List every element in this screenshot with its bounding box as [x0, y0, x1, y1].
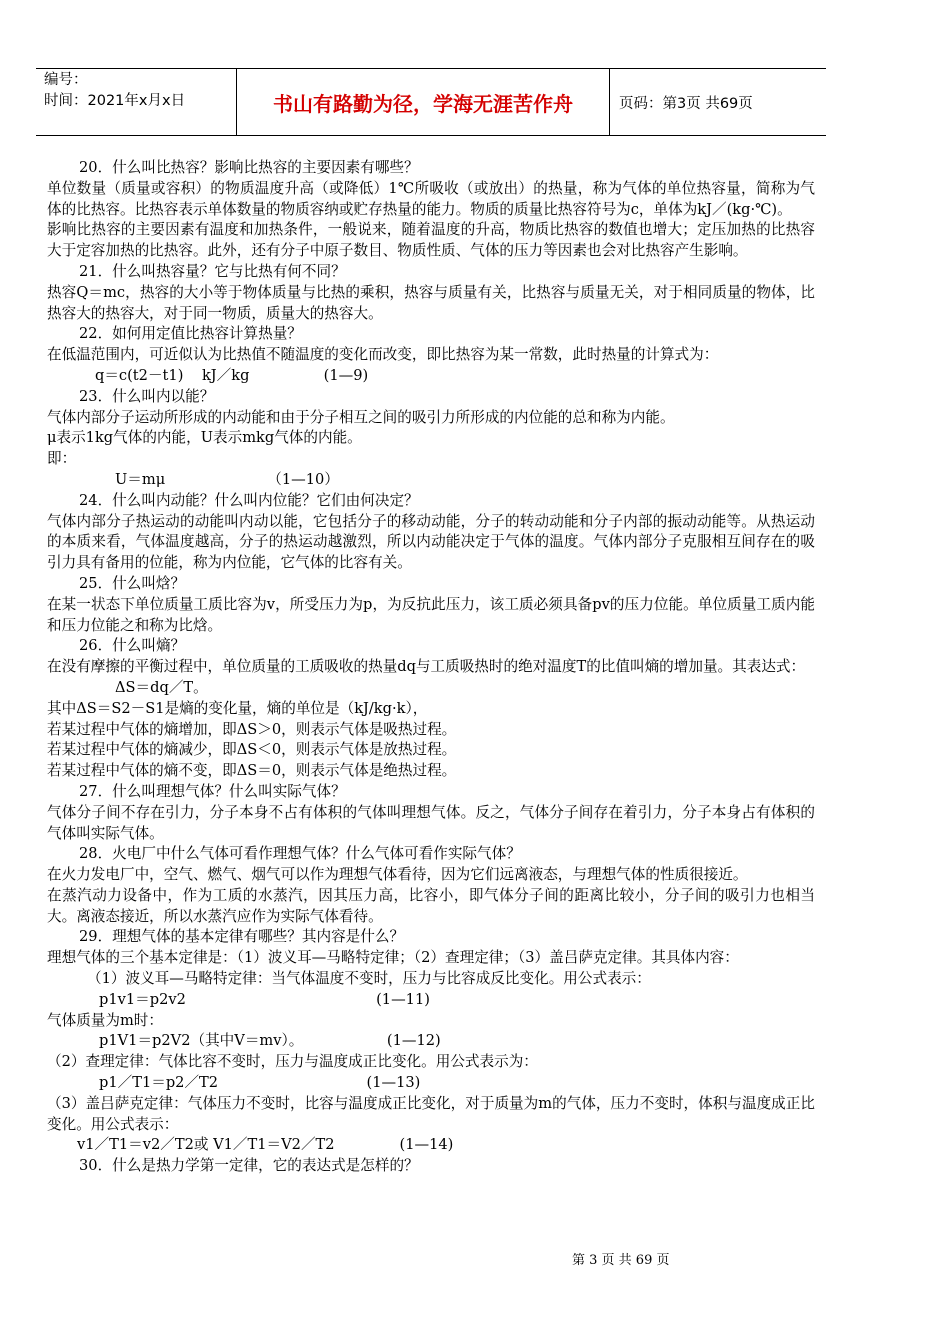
body-paragraph: 在蒸汽动力设备中，作为工质的水蒸汽，因其压力高，比容小，即气体分子间的距离比较小，分子间的吸引力也相当大。离液态接近，所以水蒸汽应作为实际气体看待。 [47, 886, 815, 925]
body-paragraph: μ表示1kg气体的内能，U表示mkg气体的内能。 [47, 429, 362, 447]
formula-line: U＝mμ （1—10） [115, 470, 339, 488]
sub-paragraph: （1）波义耳—马略特定律：当气体温度不变时，压力与比容成反比变化。用公式表示： [87, 970, 651, 988]
formula-line: ΔS＝dq／T。 [115, 678, 208, 696]
body-paragraph: 若某过程中气体的熵减少，即ΔS＜0，则表示气体是放热过程。 [47, 741, 457, 759]
body-paragraph: 在低温范围内，可近似认为比热值不随温度的变化而改变，即比热容为某一常数，此时热量的计算式为： [47, 346, 719, 364]
body-paragraph: 在没有摩擦的平衡过程中，单位质量的工质吸收的热量dq与工质吸热时的绝对温度T的比值叫熵的增加量。其表达式： [47, 658, 806, 676]
question-heading: 30．什么是热力学第一定律，它的表达式是怎样的？ [79, 1157, 419, 1175]
question-heading: 29．理想气体的基本定律有哪些？其内容是什么？ [79, 928, 405, 946]
question-heading: 28．火电厂中什么气体可看作理想气体？什么气体可看作实际气体？ [79, 845, 521, 863]
body-paragraph: （2）查理定律：气体比容不变时，压力与温度成正比变化。用公式表示为： [47, 1053, 538, 1071]
body-paragraph: 气体内部分子运动所形成的内动能和由于分子相互之间的吸引力所形成的内位能的总和称为内能。 [47, 408, 675, 426]
header-motto: 书山有路勤为径，学海无涯苦作舟 [273, 92, 573, 116]
formula-line: p1v1＝p2v2 (1—11) [99, 990, 430, 1008]
question-heading: 22．如何用定值比热容计算热量？ [79, 325, 302, 343]
body-paragraph: 在某一状态下单位质量工质比容为v，所受压力为p，为反抗此压力，该工质必须具备pv的压力位能。单位质量工质内能和压力位能之和称为比焓。 [47, 595, 815, 634]
header-divider-left [236, 68, 237, 135]
question-heading: 21．什么叫热容量？它与比热有何不同？ [79, 262, 346, 280]
body-paragraph: 影响比热容的主要因素有温度和加热条件，一般说来，随着温度的升高，物质比热容的数值也增大；定压加热的比热容大于定容加热的比热容。此外，还有分子中原子数目、物质性质、气体的压力等因素也会对比热容产生影响。 [47, 221, 815, 260]
header-left-block [44, 70, 185, 112]
body-paragraph: 气体分子间不存在引力，分子本身不占有体积的气体叫理想气体。反之，气体分子间存在着引力，分子本身占有体积的气体叫实际气体。 [47, 803, 815, 842]
header-page-info: 页码：第3页 共69页 [619, 96, 753, 112]
body-paragraph: 气体质量为m时： [47, 1011, 163, 1029]
header-divider-right [609, 68, 610, 135]
formula-line: v1／T1＝v2／T2或 V1／T1＝V2／T2 (1—14) [77, 1136, 454, 1154]
body-paragraph: 气体内部分子热运动的动能叫内动以能，它包括分子的移动动能，分子的转动动能和分子内部的振动动能等。从热运动的本质来看，气体温度越高，分子的热运动越激烈，所以内动能决定于气体的温度。气体内部分子克服相互间存在的吸引力具有备用的位能，称为内位能，它气体的比容有关。 [47, 512, 815, 572]
body-paragraph: 理想气体的三个基本定律是：（1）波义耳—马略特定律；（2）查理定律；（3）盖吕萨克定律。其具体内容： [47, 949, 739, 967]
header-bottom-rule [36, 135, 826, 136]
header-top-rule [36, 68, 826, 69]
document-body [47, 158, 815, 1177]
formula-line: q＝c(t2－t1) kJ／kg (1—9) [95, 366, 369, 384]
header-number-label: 编号： [44, 72, 88, 88]
body-paragraph: 即： [47, 450, 77, 468]
question-heading: 27．什么叫理想气体？什么叫实际气体？ [79, 782, 346, 800]
body-paragraph: 在火力发电厂中，空气、燃气、烟气可以作为理想气体看待，因为它们远离液态，与理想气体的性质很接近。 [47, 866, 748, 884]
body-paragraph: 若某过程中气体的熵增加，即ΔS＞0，则表示气体是吸热过程。 [47, 720, 457, 738]
body-paragraph: 若某过程中气体的熵不变，即ΔS＝0，则表示气体是绝热过程。 [47, 762, 457, 780]
question-heading: 26．什么叫熵？ [79, 637, 186, 655]
question-heading: 24．什么叫内动能？什么叫内位能？它们由何决定？ [79, 491, 419, 509]
question-heading: 23．什么叫内以能？ [79, 387, 215, 405]
body-paragraph: 其中ΔS＝S2－S1是熵的变化量，熵的单位是（kJ/kg·k）， [47, 699, 428, 717]
body-paragraph: （3）盖吕萨克定律：气体压力不变时，比容与温度成正比变化，对于质量为m的气体，压力不变时，体积与温度成正比变化。用公式表示： [47, 1094, 815, 1133]
body-paragraph: 单位数量（质量或容积）的物质温度升高（或降低）1℃所吸收（或放出）的热量，称为气体的单位热容量，简称为气体的比热容。比热容表示单体数量的物质容纳或贮存热量的能力。物质的质量比热容符号为c，单体为kJ／(kg·℃)。 [47, 179, 815, 218]
question-heading: 25．什么叫焓？ [79, 574, 186, 592]
body-paragraph: 热容Q＝mc，热容的大小等于物体质量与比热的乘积，热容与质量有关，比热容与质量无关，对于相同质量的物体，比热容大的热容大，对于同一物质，质量大的热容大。 [47, 283, 815, 322]
question-heading: 20．什么叫比热容？影响比热容的主要因素有哪些？ [79, 159, 419, 176]
formula-line: p1V1＝p2V2（其中V＝mv）。 (1—12) [99, 1032, 441, 1050]
formula-line: p1／T1＝p2／T2 (1—13) [99, 1074, 421, 1092]
page-footer: 第 3 页 共 69 页 [572, 1253, 670, 1268]
header-time-label: 时间：2021年x月x日 [44, 93, 186, 109]
